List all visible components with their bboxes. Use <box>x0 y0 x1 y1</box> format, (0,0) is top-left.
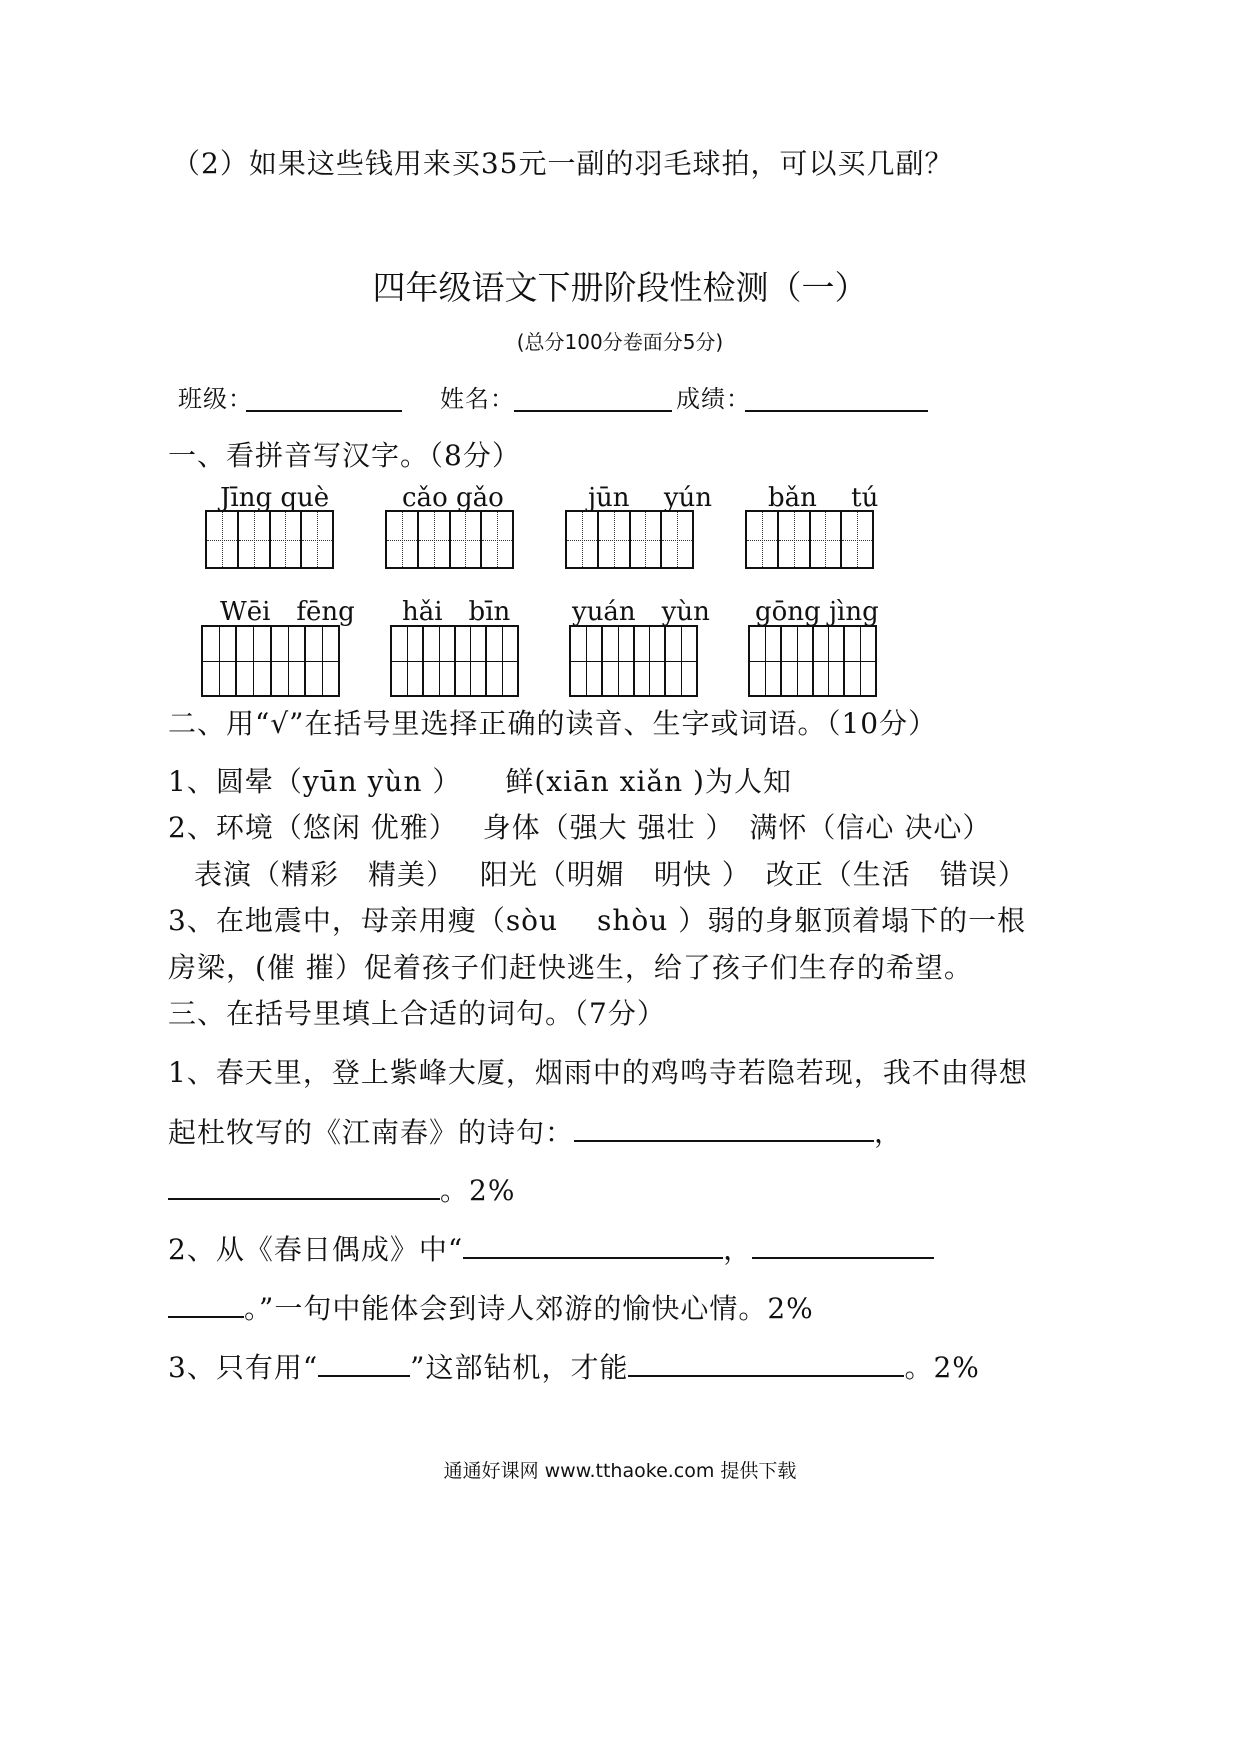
name-field[interactable] <box>514 384 672 412</box>
grid-cell[interactable] <box>635 627 667 695</box>
question-3-3-mid: ”这部钻机，才能 <box>410 1351 629 1384</box>
question-2-3-line-1: 3、在地震中，母亲用瘦（sòu shòu ）弱的身躯顶着塌下的一根 <box>168 904 1027 937</box>
grid-cell[interactable] <box>482 512 512 567</box>
writing-grid[interactable] <box>385 510 514 569</box>
grid-cell[interactable] <box>387 512 419 567</box>
answer-blank[interactable] <box>752 1231 934 1259</box>
grid-cell[interactable] <box>567 512 599 567</box>
writing-grid[interactable] <box>565 510 694 569</box>
pinyin-label: yuán yùn <box>572 597 710 627</box>
score-field[interactable] <box>745 384 928 412</box>
question-3-3-prefix: 3、只有用“ <box>168 1351 319 1384</box>
grid-cell[interactable] <box>747 512 779 567</box>
line-end-text: 。2% <box>440 1174 516 1207</box>
answer-blank[interactable] <box>463 1231 723 1259</box>
line-end-text: 。2% <box>904 1351 980 1384</box>
grid-cell[interactable] <box>239 512 271 567</box>
pinyin-label: hǎi bīn <box>402 597 511 627</box>
grid-cell[interactable] <box>271 512 303 567</box>
page-title: 四年级语文下册阶段性检测（一） <box>372 268 868 307</box>
answer-blank[interactable] <box>318 1349 410 1377</box>
grid-cell[interactable] <box>779 512 811 567</box>
writing-grid[interactable] <box>569 625 698 697</box>
grid-cell[interactable] <box>451 512 483 567</box>
answer-blank[interactable] <box>628 1349 904 1377</box>
page-subtitle: (总分100分卷面分5分) <box>516 330 724 354</box>
grid-cell[interactable] <box>845 627 875 695</box>
writing-grid[interactable] <box>205 510 334 569</box>
question-3-2-end: 。”一句中能体会到诗人郊游的愉快心情。2% <box>244 1292 814 1325</box>
pinyin-label: jūn yún <box>588 483 712 513</box>
footer-text: 通通好课网 www.tthaoke.com 提供下载 <box>443 1460 797 1482</box>
grid-cell[interactable] <box>272 627 306 695</box>
grid-cell[interactable] <box>456 627 488 695</box>
answer-blank[interactable] <box>168 1290 244 1318</box>
grid-cell[interactable] <box>666 627 696 695</box>
answer-blank[interactable] <box>168 1172 440 1200</box>
grid-cell[interactable] <box>237 627 271 695</box>
section-1-heading: 一、看拼音写汉字。（8分） <box>168 439 521 472</box>
writing-grid[interactable] <box>745 510 874 569</box>
question-2-2-line-2: 表演（精彩 精美） 阳光（明媚 明快 ） 改正（生活 错误） <box>194 858 1027 891</box>
grid-cell[interactable] <box>599 512 631 567</box>
grid-cell[interactable] <box>302 512 332 567</box>
grid-cell[interactable] <box>207 512 239 567</box>
pinyin-label: Wēi fēng <box>220 597 355 627</box>
question-3-2-line-1 <box>168 1231 934 1268</box>
grid-cell[interactable] <box>782 627 814 695</box>
writing-grid[interactable] <box>201 625 340 697</box>
grid-cell[interactable] <box>419 512 451 567</box>
grid-cell[interactable] <box>631 512 663 567</box>
section-3-heading: 三、在括号里填上合适的词句。（7分） <box>168 997 666 1030</box>
writing-grid[interactable] <box>390 625 519 697</box>
comma-text: ， <box>874 1116 904 1149</box>
class-field[interactable] <box>246 384 402 412</box>
question-3-1-line-1: 1、春天里，登上紫峰大厦，烟雨中的鸡鸣寺若隐若现，我不由得想 <box>168 1056 1028 1089</box>
question-3-2-text: 2、从《春日偶成》中“ <box>168 1233 464 1266</box>
grid-cell[interactable] <box>750 627 782 695</box>
answer-blank[interactable] <box>574 1114 874 1142</box>
grid-cell[interactable] <box>424 627 456 695</box>
question-3-3 <box>168 1349 980 1386</box>
grid-cell[interactable] <box>662 512 692 567</box>
question-2-2-line-1: 2、环境（悠闲 优雅） 身体（强大 强壮 ） 满怀（信心 决心） <box>168 811 992 844</box>
grid-cell[interactable] <box>487 627 517 695</box>
writing-grid[interactable] <box>748 625 877 697</box>
question-2-1: 1、圆晕（yūn yùn ） 鲜(xiān xiǎn )为人知 <box>168 765 792 798</box>
previous-question: （2）如果这些钱用来买35元一副的羽毛球拍，可以买几副？ <box>172 147 954 180</box>
question-3-1-line-2 <box>168 1114 903 1151</box>
question-3-1-line-3 <box>168 1172 515 1209</box>
grid-cell[interactable] <box>811 512 843 567</box>
pinyin-label: bǎn tú <box>768 483 879 513</box>
question-2-3-line-2: 房梁，(催 摧）促着孩子们赶快逃生，给了孩子们生存的希望。 <box>168 951 973 984</box>
pinyin-label: gōng jìng <box>755 597 879 627</box>
score-label: 成绩： <box>676 385 751 413</box>
name-label: 姓名： <box>440 385 515 413</box>
question-3-2-line-2 <box>168 1290 814 1327</box>
grid-cell[interactable] <box>603 627 635 695</box>
question-3-1-text: 起杜牧写的《江南春》的诗句： <box>168 1116 575 1149</box>
grid-cell[interactable] <box>306 627 338 695</box>
section-2-heading: 二、用“√”在括号里选择正确的读音、生字或词语。（10分） <box>168 707 938 740</box>
pinyin-label: cǎo gǎo <box>402 483 504 513</box>
grid-cell[interactable] <box>814 627 846 695</box>
class-label: 班级： <box>178 385 253 413</box>
pinyin-label: Jīng què <box>220 483 330 513</box>
grid-cell[interactable] <box>203 627 237 695</box>
grid-cell[interactable] <box>571 627 603 695</box>
grid-cell[interactable] <box>842 512 872 567</box>
grid-cell[interactable] <box>392 627 424 695</box>
comma-text: ， <box>723 1233 753 1266</box>
